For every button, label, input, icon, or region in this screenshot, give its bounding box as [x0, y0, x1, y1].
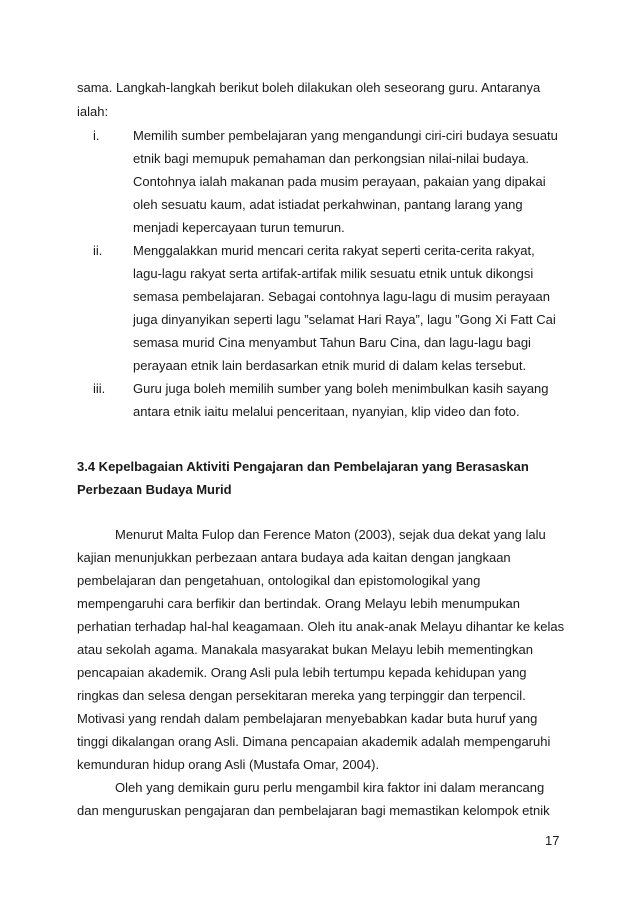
list-number: i.: [93, 128, 100, 143]
list-item-line: Menggalakkan murid mencari cerita rakyat seperti cerita-cerita rakyat,: [133, 243, 535, 258]
body-line: perhatian terhadap hal-hal keagamaan. Oleh itu anak-anak Melayu dihantar ke kelas: [77, 619, 565, 634]
body-line: Motivasi yang rendah dalam pembelajaran menyebabkan kadar buta huruf yang: [77, 711, 538, 726]
list-item-line: lagu-lagu rakyat serta artifak-artifak milik sesuatu etnik untuk dikongsi: [133, 266, 534, 281]
list-item-line: perayaan etnik lain berdasarkan etnik murid di dalam kelas tersebut.: [133, 358, 527, 373]
body-line: ringkas dan selesa dengan persekitaran mereka yang terpinggir dan terpencil.: [77, 688, 526, 703]
list-item-line: antara etnik iaitu melalui penceritaan, nyanyian, klip video dan foto.: [133, 404, 520, 419]
list-item-line: juga dinyanyikan seperti lagu ”selamat Hari Raya”, lagu ”Gong Xi Fatt Cai: [133, 312, 556, 327]
intro-line: ialah:: [77, 104, 109, 119]
body-line: atau sekolah agama. Manakala masyarakat bukan Melayu lebih mementingkan: [77, 642, 533, 657]
body-line: tinggi dikalangan orang Asli. Dimana pencapaian akademik adalah mempengaruhi: [77, 734, 551, 749]
body-line: dan menguruskan pengajaran dan pembelajaran bagi memastikan kelompok etnik: [77, 803, 550, 818]
body-line: kemunduran hidup orang Asli (Mustafa Omar, 2004).: [77, 757, 380, 772]
list-item-line: semasa pembelajaran. Sebagai contohnya lagu-lagu di musim perayaan: [133, 289, 550, 304]
intro-line: sama. Langkah-langkah berikut boleh dilakukan oleh seseorang guru. Antaranya: [77, 80, 541, 95]
body-line: pembelajaran dan pengetahuan, ontologikal dan epistomologikal yang: [77, 573, 481, 588]
list-item-line: Guru juga boleh memilih sumber yang boleh menimbulkan kasih sayang: [133, 381, 549, 396]
list-item-line: Contohnya ialah makanan pada musim perayaan, pakaian yang dipakai: [133, 174, 546, 189]
list-number: ii.: [93, 243, 103, 258]
section-heading: Perbezaan Budaya Murid: [77, 482, 232, 497]
list-item-line: oleh sesuatu kaum, adat istiadat perkahwinan, pantang larang yang: [133, 197, 523, 212]
body-line: Menurut Malta Fulop dan Ference Maton (2003), sejak dua dekat yang lalu: [115, 527, 546, 542]
section-heading: 3.4 Kepelbagaian Aktiviti Pengajaran dan Pembelajaran yang Berasaskan: [77, 459, 529, 474]
body-line: kajian menunjukkan perbezaan antara budaya ada kaitan dengan jangkaan: [77, 550, 511, 565]
list-item-line: Memilih sumber pembelajaran yang mengandungi ciri-ciri budaya sesuatu: [133, 128, 558, 143]
page-number: 17: [545, 833, 560, 848]
list-item-line: semasa murid Cina menyambut Tahun Baru Cina, dan lagu-lagu bagi: [133, 335, 531, 350]
list-item-line: menjadi kepercayaan turun temurun.: [133, 220, 345, 235]
body-line: pencapaian akademik. Orang Asli pula lebih tertumpu kepada kehidupan yang: [77, 665, 527, 680]
list-number: iii.: [93, 381, 106, 396]
list-item-line: etnik bagi memupuk pemahaman dan perkongsian nilai-nilai budaya.: [133, 151, 530, 166]
body-line: mempengaruhi cara berfikir dan bertindak. Orang Melayu lebih menumpukan: [77, 596, 520, 611]
body-line: Oleh yang demikain guru perlu mengambil kira faktor ini dalam merancang: [115, 780, 545, 795]
